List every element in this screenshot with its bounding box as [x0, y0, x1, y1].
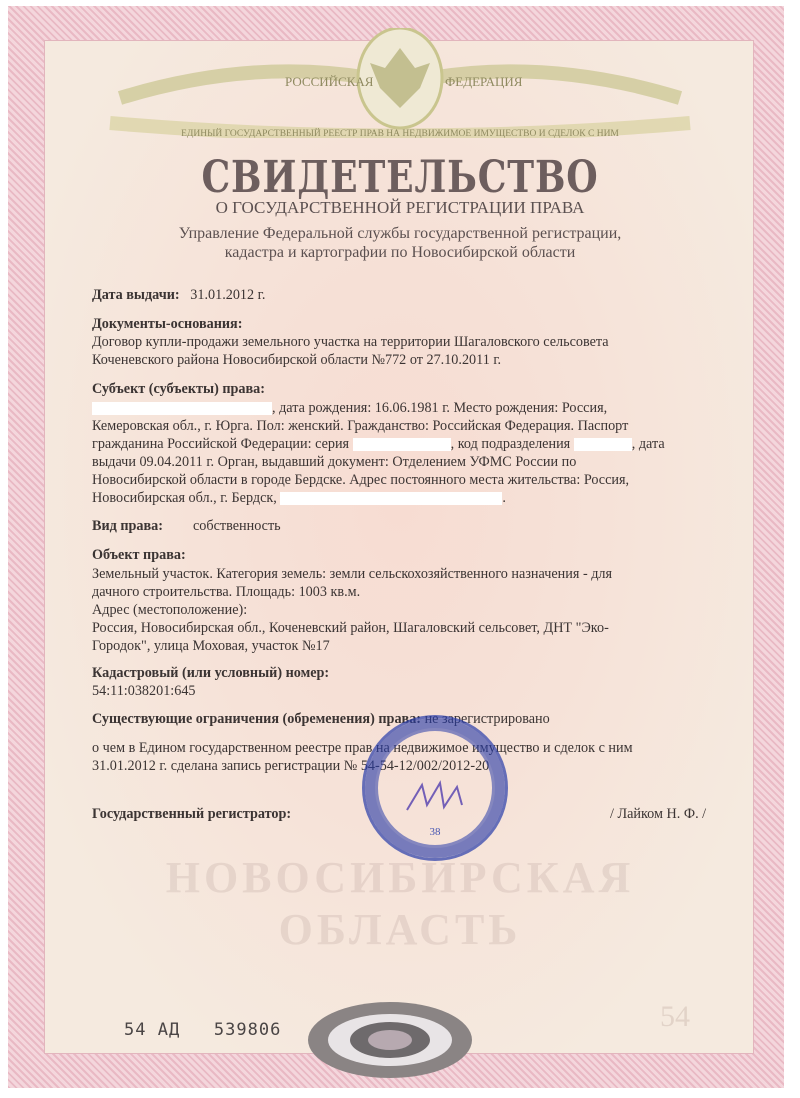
basis-line-2: Коченевского района Новосибирской области №772 от 27.10.2011 г. [92, 352, 502, 368]
redacted-address [280, 492, 502, 505]
redacted-name [92, 402, 272, 415]
object-label: Объект права: [92, 547, 186, 563]
subject-line-3b: , код подразделения [450, 436, 571, 452]
subject-line-3a: гражданина Российской Федерации: серия [92, 436, 350, 452]
object-line-5: Городок", улица Моховая, участок №17 [92, 638, 330, 654]
record-line-2: 31.01.2012 г. сделана запись регистрации № 54-54-12/002/2012-20 [92, 758, 490, 774]
signature-icon [362, 715, 502, 855]
emblem-left-text: РОССИЙСКАЯ [285, 74, 374, 89]
document-subtitle: О ГОСУДАРСТВЕННОЙ РЕГИСТРАЦИИ ПРАВА [215, 198, 585, 217]
registrar-name: / Лайком Н. Ф. / [610, 806, 707, 822]
emblem-ribbon [100, 28, 700, 138]
basis-label: Документы-основания: [92, 316, 243, 332]
cadastral-value: 54:11:038201:645 [92, 683, 196, 699]
agency-line-2: кадастра и картографии по Новосибирской области [224, 244, 576, 261]
object-line-1: Земельный участок. Категория земель: земли сельскохозяйственного назначения - для [92, 566, 613, 582]
subject-line-1: , дата рождения: 16.06.1981 г. Место рождения: Россия, [272, 400, 608, 416]
serial-number: 539806 [213, 1020, 282, 1040]
object-line-4: Россия, Новосибирская обл., Коченевский район, Шагаловский сельсовет, ДНТ "Эко- [92, 620, 609, 636]
restrictions-value: не зарегистрировано [424, 711, 550, 727]
subject-line-2: Кемеровская обл., г. Юрга. Пол: женский. Гражданство: Российская Федерация. Паспорт [92, 418, 629, 434]
right-type-value: собственность [193, 518, 281, 534]
restrictions-label: Существующие ограничения (обременения) права: [92, 711, 422, 727]
record-line-1: о чем в Едином государственном реестре прав на недвижимое имущество и сделок с ним [92, 740, 633, 756]
registrar-label: Государственный регистратор: [92, 806, 292, 822]
subject-line-3c: , дата [631, 436, 665, 452]
subject-line-4: выдачи 09.04.2011 г. Орган, выдавший документ: Отделением УФМС России по [92, 454, 577, 470]
basis-line-1: Договор купли-продажи земельного участка на территории Шагаловского сельсовета [92, 334, 609, 350]
agency-line-1: Управление Федеральной службы государственной регистрации, [178, 225, 622, 242]
watermark-region: НОВОСИБИРСКАЯ [165, 853, 635, 902]
seal-number: 38 [429, 826, 441, 838]
right-type-label: Вид права: [92, 518, 163, 534]
cadastral-label: Кадастровый (или условный) номер: [92, 665, 330, 681]
issue-date-value: 31.01.2012 г. [190, 287, 266, 303]
guilloche-rosette [305, 1000, 475, 1080]
object-line-2: дачного строительства. Площадь: 1003 кв.м. [92, 584, 361, 600]
issue-date-label: Дата выдачи: [92, 287, 180, 303]
subject-label: Субъект (субъекты) права: [92, 381, 265, 397]
redacted-division-code [574, 438, 632, 451]
registry-ribbon-text: ЕДИНЫЙ ГОСУДАРСТВЕННЫЙ РЕЕСТР ПРАВ НА НЕДВИЖИМОЕ ИМУЩЕСТВО И СДЕЛОК С НИМ [181, 129, 619, 138]
serial-series: 54 АД [124, 1020, 181, 1040]
watermark-oblast: ОБЛАСТЬ [278, 905, 522, 954]
object-line-3: Адрес (местоположение): [92, 602, 248, 618]
emblem-right-text: ФЕДЕРАЦИЯ [445, 74, 523, 89]
subject-line-6b: . [502, 490, 506, 506]
region-code-watermark: 54 [660, 1000, 690, 1033]
subject-line-5: Новосибирской области в городе Бердске. Адрес постоянного места жительства: Россия, [92, 472, 630, 488]
subject-line-6a: Новосибирская обл., г. Бердск, [92, 490, 277, 506]
redacted-passport-series [353, 438, 451, 451]
document-title: СВИДЕТЕЛЬСТВО [201, 152, 599, 203]
official-seal-stamp [362, 715, 508, 861]
